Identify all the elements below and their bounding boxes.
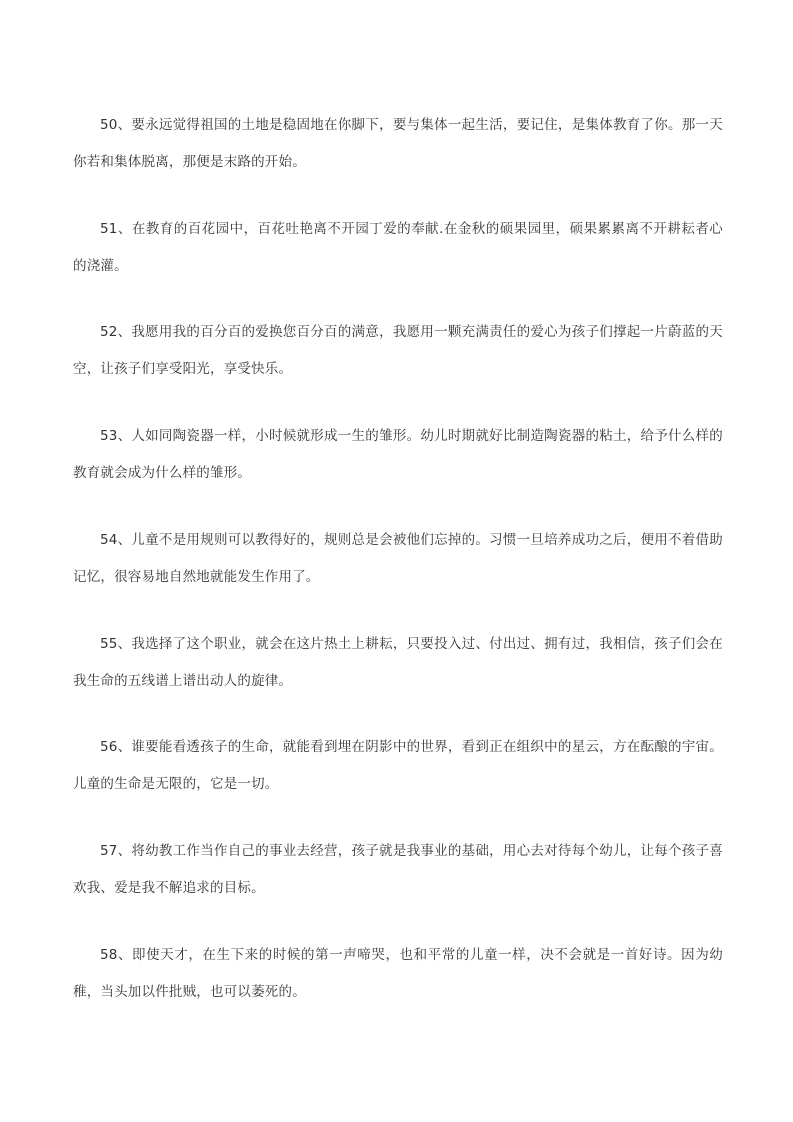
paragraph-50: 50、要永远觉得祖国的土地是稳固地在你脚下，要与集体一起生活，要记住，是集体教育了你。那一天你若和集体脱离，那便是末路的开始。 [73,117,723,170]
paragraph-52: 52、我愿用我的百分百的爱换您百分百的满意，我愿用一颗充满责任的爱心为孩子们撑起一片蔚蓝的天空，让孩子们享受阳光，享受快乐。 [73,324,723,377]
paragraph-51: 51、在教育的百花园中，百花吐艳离不开园丁爱的奉献.在金秋的硕果园里，硕果累累离不开耕耘者心的浇灌。 [73,221,723,274]
paragraph-57: 57、将幼教工作当作自己的事业去经营，孩子就是我事业的基础，用心去对待每个幼儿，让每个孩子喜欢我、爱是我不解追求的目标。 [73,843,723,896]
paragraph-55: 55、我选择了这个职业，就会在这片热土上耕耘，只要投入过、付出过、拥有过，我相信，孩子们会在我生命的五线谱上谱出动人的旋律。 [73,636,723,689]
paragraph-56: 56、谁要能看透孩子的生命，就能看到埋在阴影中的世界，看到正在组织中的星云，方在酝酿的宇宙。儿童的生命是无限的，它是一切。 [73,739,723,792]
paragraph-58: 58、即使天才，在生下来的时候的第一声啼哭，也和平常的儿童一样，决不会就是一首好诗。因为幼稚，当头加以件批贼，也可以萎死的。 [73,947,723,1000]
paragraph-54: 54、儿童不是用规则可以教得好的，规则总是会被他们忘掉的。习惯一旦培养成功之后，便用不着借助记忆，很容易地自然地就能发生作用了。 [73,532,723,585]
paragraph-53: 53、人如同陶瓷器一样，小时候就形成一生的雏形。幼儿时期就好比制造陶瓷器的粘土，给予什么样的教育就会成为什么样的雏形。 [73,428,723,481]
